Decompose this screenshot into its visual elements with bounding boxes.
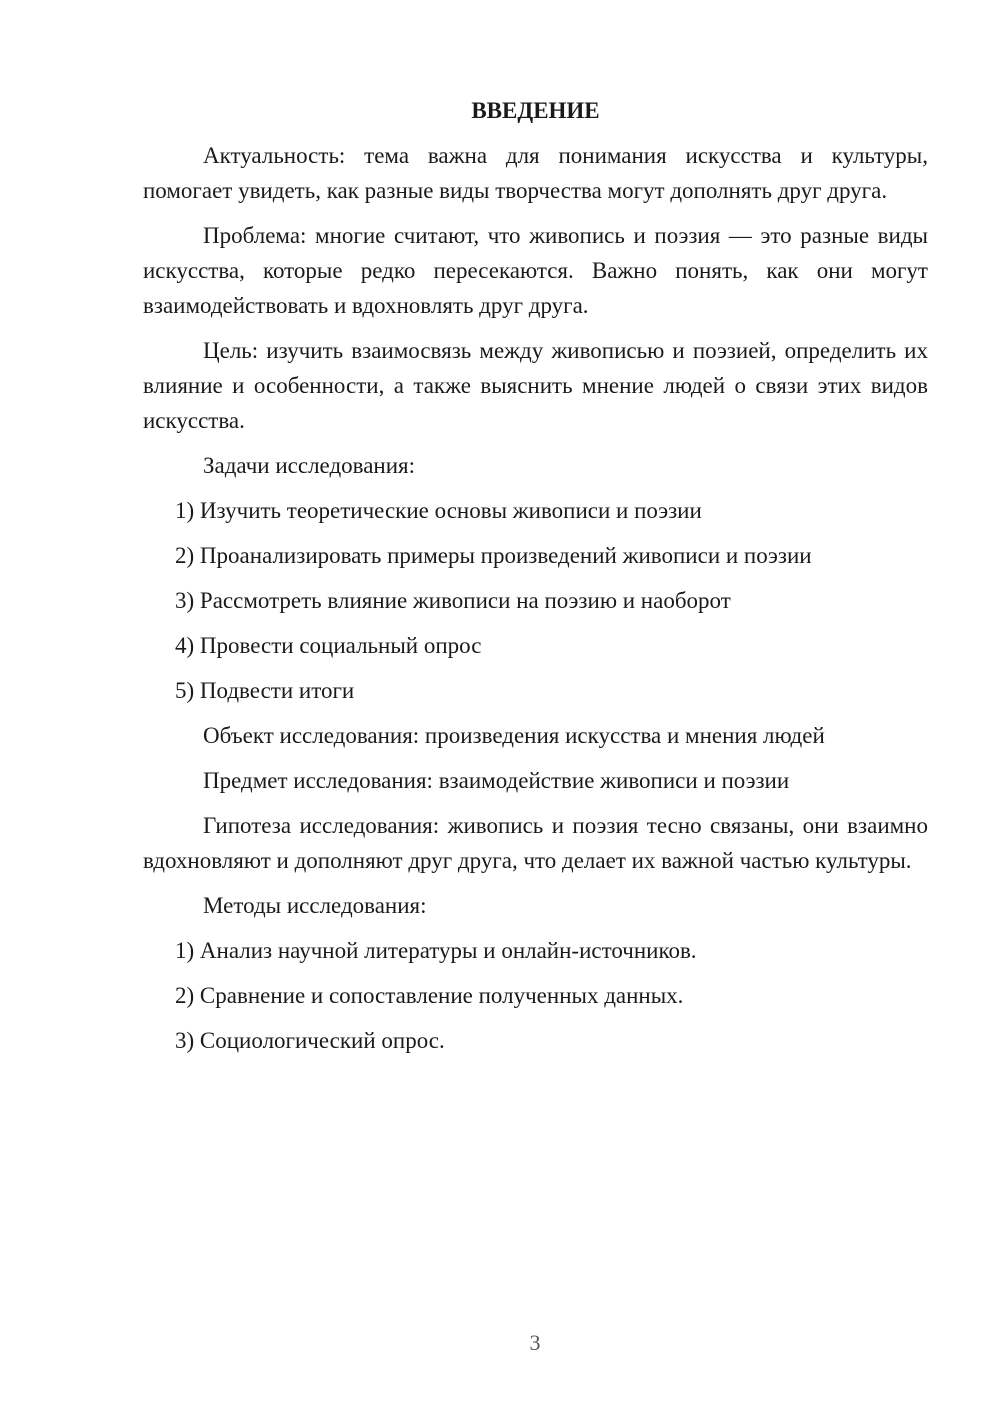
task-item: 4) Провести социальный опрос [175,633,482,658]
subject-line: Предмет исследования: взаимодействие живописи и поэзии [203,768,790,793]
page-title: ВВЕДЕНИЕ [471,98,600,123]
relevance-paragraph: Актуальность: тема важна для понимания искусства и культуры, помогает увидеть, как разные виды творчества могут дополнять друг друга. [143,143,928,203]
methods-heading: Методы исследования: [203,893,427,918]
task-item: 2) Проанализировать примеры произведений живописи и поэзии [175,543,812,568]
method-item: 3) Социологический опрос. [175,1028,445,1053]
tasks-heading: Задачи исследования: [203,453,416,478]
hypothesis-paragraph: Гипотеза исследования: живопись и поэзия тесно связаны, они взаимно вдохновляют и дополняют друг друга, что делает их важной частью культуры. [143,813,928,873]
task-item: 3) Рассмотреть влияние живописи на поэзию и наоборот [175,588,731,613]
task-item: 1) Изучить теоретические основы живописи и поэзии [175,498,702,523]
page-number: 3 [529,1330,541,1355]
goal-paragraph: Цель: изучить взаимосвязь между живописью и поэзией, определить их влияние и особенности, а также выяснить мнение людей о связи этих видов искусства. [143,338,928,433]
method-item: 1) Анализ научной литературы и онлайн-источников. [175,938,697,963]
problem-paragraph: Проблема: многие считают, что живопись и поэзия — это разные виды искусства, которые редко пересекаются. Важно понять, как они могут взаимодействовать и вдохновлять друг друга. [143,223,928,318]
task-item: 5) Подвести итоги [175,678,355,703]
object-line: Объект исследования: произведения искусства и мнения людей [203,723,825,748]
page-content [143,93,928,1068]
method-item: 2) Сравнение и сопоставление полученных данных. [175,983,684,1008]
